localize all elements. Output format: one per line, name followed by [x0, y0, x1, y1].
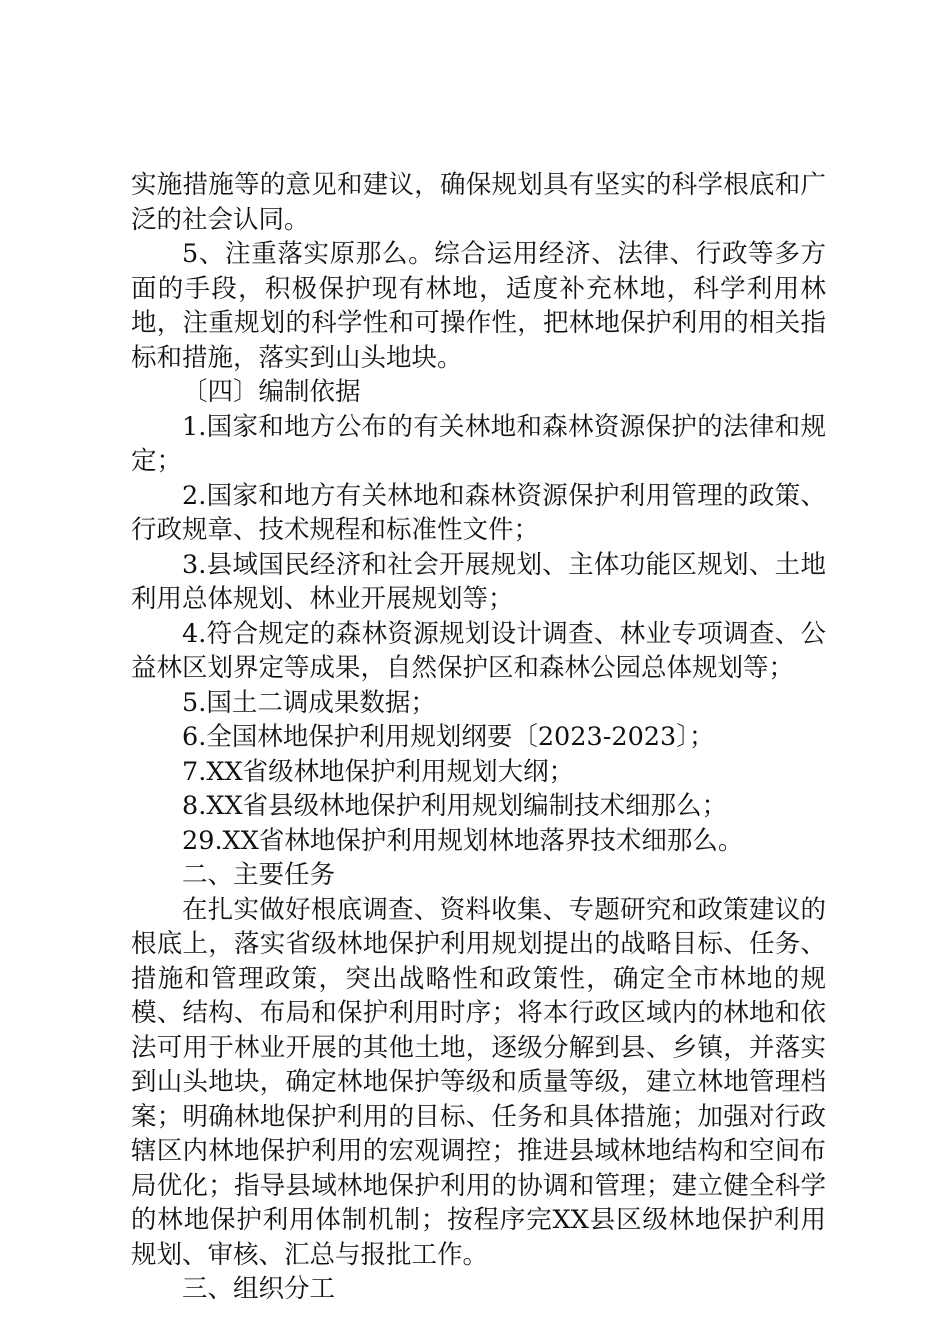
section-heading-main-tasks: 二、主要任务 [182, 860, 336, 890]
basis-item-5: 5.国土二调成果数据； [182, 687, 436, 718]
paragraph-principle-5: 5、注重落实原那么。综合运用经济、法律、行政等多方面的手段，积极保护现有林地，适度补充林地，科学利用林地，注重规划的科学性和可操作性，把林地保护利用的相关指标和措施，落实到山头地块。 [131, 239, 826, 373]
basis-item-7: 7.XX省级林地保护利用规划大纲； [182, 756, 575, 787]
basis-item-1: 1.国家和地方公布的有关林地和森林资源保护的法律和规定； [131, 411, 826, 476]
section-heading-organization: 三、组织分工 [182, 1274, 336, 1304]
basis-item-29: 29.XX省林地保护利用规划林地落界技术细那么。 [182, 825, 744, 856]
basis-item-4: 4.符合规定的森林资源规划设计调查、林业专项调查、公益林区划界定等成果，自然保护区和森林公园总体规划等； [131, 618, 826, 683]
basis-item-3: 3.县域国民经济和社会开展规划、主体功能区规划、土地利用总体规划、林业开展规划等； [131, 549, 826, 614]
paragraph-continuation: 实施措施等的意见和建议，确保规划具有坚实的科学根底和广泛的社会认同。 [131, 170, 826, 235]
section-heading-basis: 〔四〕编制依据 [182, 377, 361, 407]
basis-item-2: 2.国家和地方有关林地和森林资源保护利用管理的政策、行政规章、技术规程和标准性文件； [131, 480, 826, 545]
basis-item-8: 8.XX省县级林地保护利用规划编制技术细那么； [182, 791, 728, 821]
document-body [131, 168, 826, 1307]
basis-item-6: 6.全国林地保护利用规划纲要〔2023-2023〕； [182, 722, 715, 752]
paragraph-main-tasks: 在扎实做好根底调查、资料收集、专题研究和政策建议的根底上，落实省级林地保护利用规划提出的战略目标、任务、措施和管理政策，突出战略性和政策性，确定全市林地的规模、结构、布局和保护利用时序；将本行政区域内的林地和依法可用于林业开展的其他土地，逐级分解到县、乡镇，并落实到山头地块，确定林地保护等级和质量等级，建立林地管理档案；明确林地保护利用的目标、任务和具体措施；加强对行政辖区内林地保护利用的宏观调控；推进县域林地结构和空间布局优化；指导县域林地保护利用的协调和管理；建立健全科学的林地保护利用体制机制；按程序完XX县区级林地保护利用规划、审核、汇总与报批工作。 [131, 894, 826, 1270]
